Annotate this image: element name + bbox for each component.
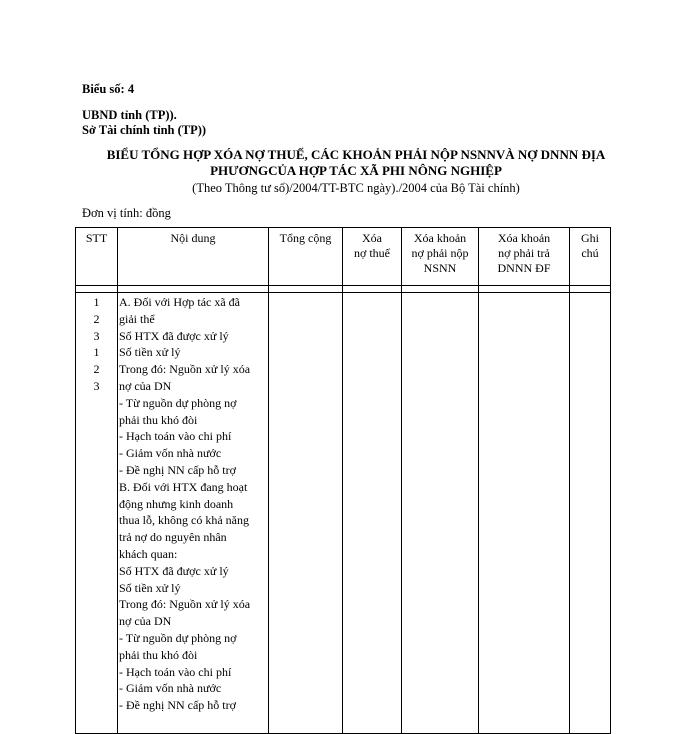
content-line: A. Đối với Hợp tác xã đã [119,295,240,309]
content-line: động nhưng kinh doanh [119,496,234,511]
report-title-line2: PHƯƠNGCỦA HỢP TÁC XÃ PHI NÔNG NGHIỆP [210,163,502,178]
tax-cell [343,293,402,734]
content-line: - Đề nghị NN cấp hỗ trợ [119,698,236,713]
content-line: - Giảm vốn nhà nước [119,681,222,696]
note-cell [570,293,611,734]
stt-number: 2 [93,311,100,326]
content-line: Số tiền xử lý [119,580,181,595]
dnnn-cell [479,293,570,734]
header-tax-writeoff: Xóa nợ thuế [343,228,402,286]
stt-number: 1 [93,295,100,309]
content-line: trả nợ do nguyên nhân [119,530,227,545]
report-table [75,227,611,734]
total-cell [269,293,343,734]
table-header-row [76,228,611,286]
header-nsnn-writeoff: Xóa khoản nợ phải nộp NSNN [402,228,479,286]
content-line: nợ của DN [119,378,172,393]
table-gap-row [76,286,611,293]
content-line: - Giảm vốn nhà nước [119,446,222,461]
content-line: - Đề nghị NN cấp hỗ trợ [119,462,236,477]
form-number: Biểu số: 4 [82,82,135,96]
nsnn-cell [402,293,479,734]
stt-number: 1 [93,345,100,360]
content-line: nợ của DN [119,614,172,629]
stt-number: 3 [93,328,100,343]
content-line: Trong đó: Nguồn xử lý xóa [119,362,251,377]
report-title-line1: BIỂU TỔNG HỢP XÓA NỢ THUẾ, CÁC KHOẢN PHẢI NỘP NSNNVÀ NỢ DNNN ĐỊA [106,147,606,162]
unit-label: Đơn vị tính: đồng [82,206,171,220]
content-line: - Hạch toán vào chi phí [119,429,232,444]
content-line: Trong đó: Nguồn xử lý xóa [119,597,251,612]
content-line: - Hạch toán vào chi phí [119,664,232,679]
content-line: Số HTX đã được xử lý [119,563,229,578]
table-body-row [76,293,611,734]
content-line: - Từ nguồn dự phòng nợ [119,395,237,410]
content-line: khách quan: [119,546,178,561]
content-line: B. Đối với HTX đang hoạt [119,479,248,494]
header-dnnn-writeoff: Xóa khoản nợ phải trả DNNN ĐF [479,228,570,286]
report-subtitle: (Theo Thông tư số)/2004/TT-BTC ngày)./2004 của Bộ Tài chính) [192,181,520,195]
header-total: Tổng cộng [269,228,343,286]
header-stt: STT [76,228,118,286]
finance-department: Sở Tài chính tỉnh (TP)) [82,123,207,137]
content-line: giải thể [119,311,155,326]
content-cell [118,293,269,734]
content-line: phải thu khó đòi [119,412,198,427]
stt-cell [76,293,118,734]
header-content: Nội dung [118,228,269,286]
stt-number: 2 [93,362,100,377]
stt-number: 3 [93,378,100,393]
header-note: Ghi chú [570,228,611,286]
content-line: phải thu khó đòi [119,647,198,662]
content-line: - Từ nguồn dự phòng nợ [119,630,237,645]
content-line: Số HTX đã được xử lý [119,328,229,343]
province-committee: UBND tỉnh (TP)). [82,108,177,122]
content-line: Số tiền xử lý [119,345,181,360]
content-line: thua lỗ, không có khả năng [119,513,249,528]
